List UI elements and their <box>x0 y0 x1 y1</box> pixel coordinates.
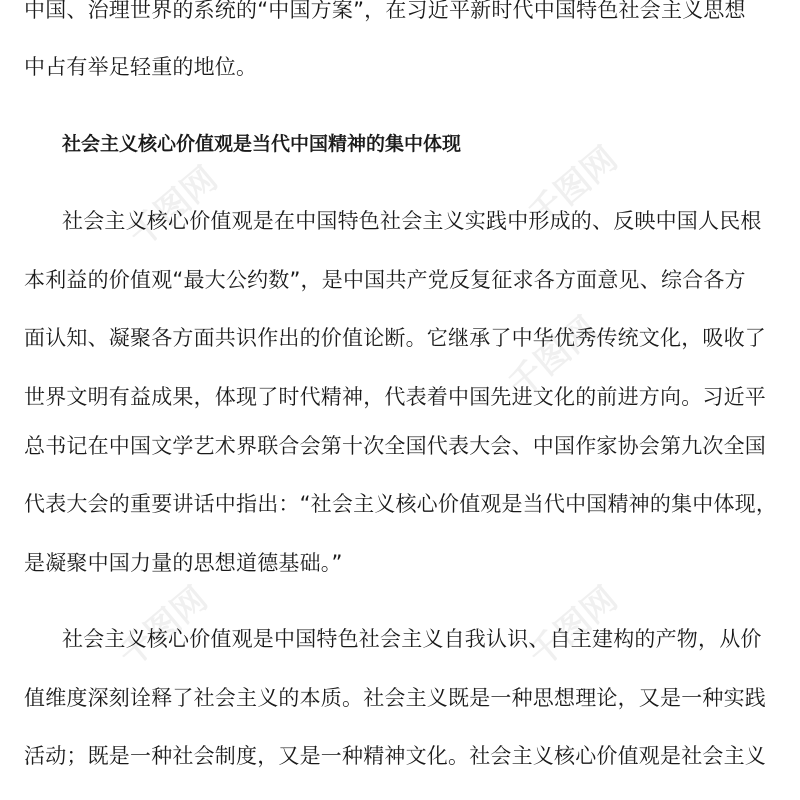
text-line: 面认知、凝聚各方面共识作出的价值论断。它继承了中华优秀传统文化，吸收了 <box>24 326 766 350</box>
text-line: 中国、治理世界的系统的“中国方案”，在习近平新时代中国特色社会主义思想 <box>24 0 746 22</box>
text-line: 总书记在中国文学艺术界联合会第十次全国代表大会、中国作家协会第九次全国 <box>24 434 766 458</box>
text-line: 活动；既是一种社会制度，又是一种精神文化。社会主义核心价值观是社会主义 <box>24 744 766 768</box>
text-line: 中占有举足轻重的地位。 <box>24 55 258 79</box>
text-line: 世界文明有益成果，体现了时代精神，代表着中国先进文化的前进方向。习近平 <box>24 385 766 409</box>
text-line: 社会主义核心价值观是中国特色社会主义自我认识、自主建构的产物，从价 <box>62 627 762 651</box>
text-line: 本利益的价值观“最大公约数”，是中国共产党反复征求各方面意见、综合各方 <box>24 268 746 292</box>
text-line: 值维度深刻诠释了社会主义的本质。社会主义既是一种思想理论，又是一种实践 <box>24 686 766 710</box>
watermark: 千图网 <box>501 309 606 406</box>
watermark: 千图网 <box>121 159 226 256</box>
watermark: 千图网 <box>521 139 626 236</box>
text-line: 代表大会的重要讲话中指出：“社会主义核心价值观是当代中国精神的集中体现， <box>24 492 778 516</box>
text-line: 是凝聚中国力量的思想道德基础。” <box>24 551 343 575</box>
section-heading: 社会主义核心价值观是当代中国精神的集中体现 <box>62 133 462 155</box>
watermark: 千图网 <box>111 579 216 676</box>
watermark: 千图网 <box>521 579 626 676</box>
text-line: 社会主义核心价值观是在中国特色社会主义实践中形成的、反映中国人民根 <box>62 209 762 233</box>
